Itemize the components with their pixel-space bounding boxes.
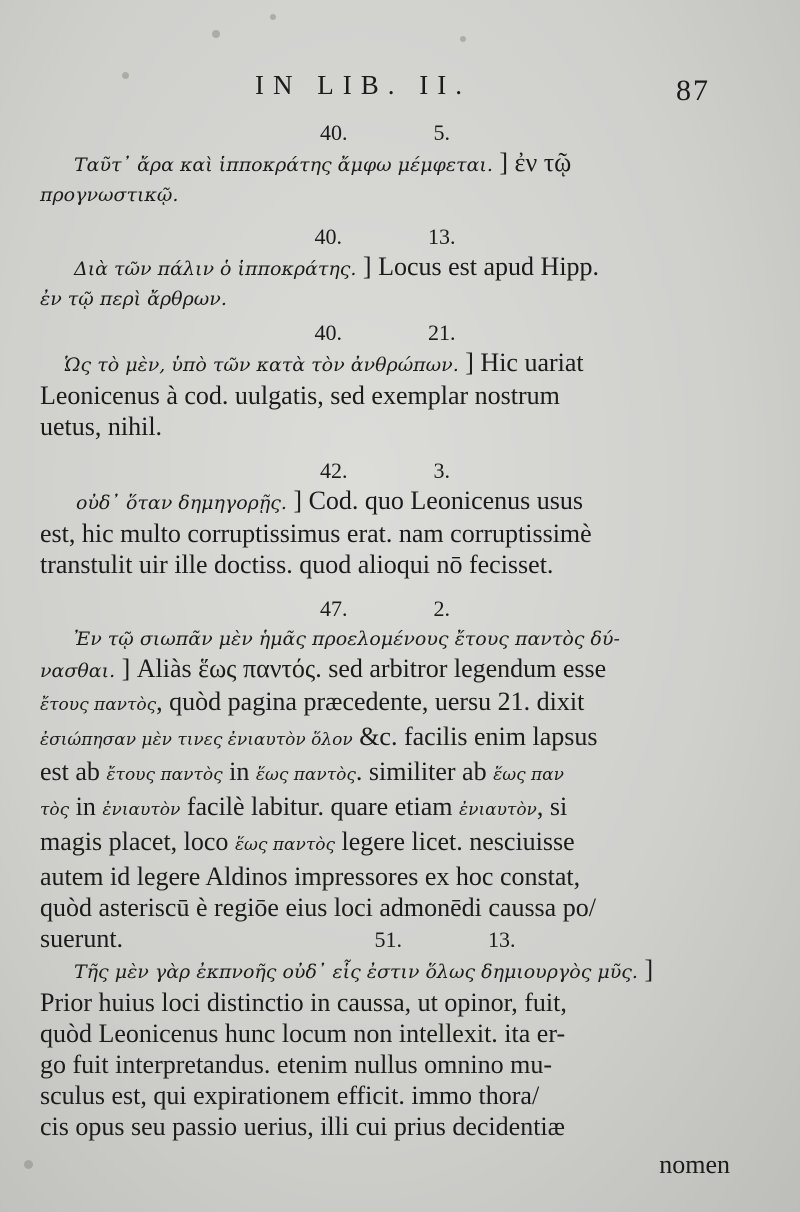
ink-speck xyxy=(212,30,220,38)
reference-numbers xyxy=(40,118,730,148)
ink-speck xyxy=(270,14,276,20)
lemma-line xyxy=(40,955,730,987)
ink-speck xyxy=(122,72,129,79)
latin-line: quòd asteriscū è regiōe eius loci admonēdi caussa po/ xyxy=(40,893,596,922)
lemma-line xyxy=(40,486,730,518)
line-ref: 13. xyxy=(428,224,456,249)
line-ref: 13. xyxy=(488,927,516,952)
chapter-ref: 40. xyxy=(314,224,342,249)
chapter-ref: 42. xyxy=(320,458,348,483)
reference-numbers xyxy=(40,594,730,624)
lemma-line xyxy=(40,624,730,654)
latin-line: cis opus seu passio uerius, illi cui prius decidentiæ xyxy=(40,1112,565,1141)
latin-line: go fuit interpretandus. etenim nullus omnino mu- xyxy=(40,1050,552,1079)
lemma-line xyxy=(40,252,730,284)
line-ref: 3. xyxy=(433,458,450,483)
commentary-entry xyxy=(40,594,730,954)
latin-line: suerunt. xyxy=(40,924,124,953)
latin-phrase: in xyxy=(222,757,256,786)
page-number: 87 xyxy=(676,74,710,107)
commentary-entry xyxy=(40,222,730,314)
running-header xyxy=(0,70,800,110)
commentary-entry xyxy=(40,925,730,1142)
chapter-ref: 51. xyxy=(374,927,402,952)
commentary-entry xyxy=(40,118,730,210)
mixed-line xyxy=(40,756,730,791)
latin-line: transtulit uir ille doctiss. quod alioqui nō fecisset. xyxy=(40,550,554,579)
lemma-line xyxy=(40,348,730,380)
lemma-line xyxy=(40,148,730,180)
latin-phrase: . similiter ab xyxy=(355,757,494,786)
line-ref: 21. xyxy=(428,320,456,345)
latin-phrase: legere licet. nesciuisse xyxy=(335,827,575,856)
catchword: nomen xyxy=(659,1150,730,1179)
chapter-ref: 40. xyxy=(314,320,342,345)
latin-phrase: , quòd pagina præcedente, uersu 21. dixit xyxy=(156,687,585,716)
mixed-line xyxy=(40,826,730,861)
reference-numbers xyxy=(40,318,730,348)
latin-line: Leonicenus à cod. uulgatis, sed exemplar nostrum xyxy=(40,381,560,410)
greek-lemma: Διὰ τῶν πάλιν ὁ ἱπποκράτης. xyxy=(74,258,357,280)
latin-comment: ] Hic uariat xyxy=(458,348,584,377)
latin-line: autem id legere Aldinos impressores ex hoc constat, xyxy=(40,862,581,891)
ink-speck xyxy=(24,1160,33,1169)
latin-line: quòd Leonicenus hunc locum non intellexit. ita er- xyxy=(40,1019,566,1048)
mixed-line xyxy=(40,721,730,756)
commentary-entry xyxy=(40,318,730,442)
reference-numbers xyxy=(40,222,730,252)
reference-numbers xyxy=(40,925,730,955)
greek-lemma: Ὡς τὸ μὲν, ὑπὸ τῶν κατὰ τὸν ἀνθρώπων. xyxy=(64,354,459,376)
greek-phrase: ἕως παν xyxy=(493,765,564,785)
line-ref: 5. xyxy=(433,120,450,145)
greek-phrase: ἐνιαυτὸν xyxy=(102,800,181,820)
running-title: IN LIB. II. xyxy=(255,70,471,100)
lemma-line xyxy=(40,284,730,314)
greek-lemma: Ἐν τῷ σιωπᾶν μὲν ἡμᾶς προελομένους ἔτους παντὸς δύ- xyxy=(74,628,620,650)
latin-comment: ] ἐν τῷ xyxy=(492,148,572,177)
latin-phrase: &c. facilis enim lapsus xyxy=(352,722,598,751)
greek-lemma: Τῆς μὲν γὰρ ἐκπνοῆς οὐδ᾽ εἷς ἐστιν ὅλως δημιουργὸς μῦς. xyxy=(74,961,638,983)
ink-speck xyxy=(460,36,466,42)
latin-line: uetus, nihil. xyxy=(40,412,163,441)
greek-lemma: ἐν τῷ περὶ ἄρθρων. xyxy=(40,288,227,310)
latin-comment: ] Locus est apud Hipp. xyxy=(356,252,600,281)
greek-phrase: ἔτους παντὸς xyxy=(40,695,157,715)
greek-phrase: ἐσιώπησαν μὲν τινες ἐνιαυτὸν ὅλον xyxy=(40,730,353,750)
latin-comment: ] Cod. quo Leonicenus usus xyxy=(286,486,584,515)
greek-lemma: Ταῦτ᾽ ἄρα καὶ ἱπποκράτης ἄμφω μέμφεται. xyxy=(74,154,493,176)
mixed-line xyxy=(40,686,730,721)
chapter-ref: 47. xyxy=(320,596,348,621)
greek-phrase: ἕως παντὸς xyxy=(234,835,335,855)
latin-phrase: est ab xyxy=(40,757,107,786)
lemma-line xyxy=(40,654,730,686)
commentary-entry xyxy=(40,456,730,580)
greek-phrase: τὸς xyxy=(40,800,70,820)
greek-lemma: οὐδ᾽ ὅταν δημηγορῇς. xyxy=(76,492,287,514)
greek-phrase: ἕως παντὸς xyxy=(255,765,356,785)
reference-numbers xyxy=(40,456,730,486)
latin-line: sculus est, qui expirationem efficit. immo thora/ xyxy=(40,1081,540,1110)
latin-phrase: facilè labitur. quare etiam xyxy=(180,792,459,821)
latin-phrase: in xyxy=(69,792,103,821)
latin-comment: ] Aliàs ἕως παντός. sed arbitror legendum esse xyxy=(115,654,607,683)
latin-line: Prior huius loci distinctio in caussa, ut opinor, fuit, xyxy=(40,988,567,1017)
greek-lemma: νασθαι. xyxy=(40,660,116,682)
latin-phrase: magis placet, loco xyxy=(40,827,235,856)
greek-phrase: ἔτους παντὸς xyxy=(106,765,223,785)
greek-lemma: προγνωστικῷ. xyxy=(40,184,179,206)
greek-phrase: ἐνιαυτὸν xyxy=(458,800,537,820)
lemma-line xyxy=(40,180,730,210)
chapter-ref: 40. xyxy=(320,120,348,145)
latin-phrase: , si xyxy=(536,792,568,821)
mixed-line xyxy=(40,791,730,826)
latin-comment: ] xyxy=(637,955,654,984)
line-ref: 2. xyxy=(433,596,450,621)
latin-line: est, hic multo corruptissimus erat. nam corruptissimè xyxy=(40,519,592,548)
